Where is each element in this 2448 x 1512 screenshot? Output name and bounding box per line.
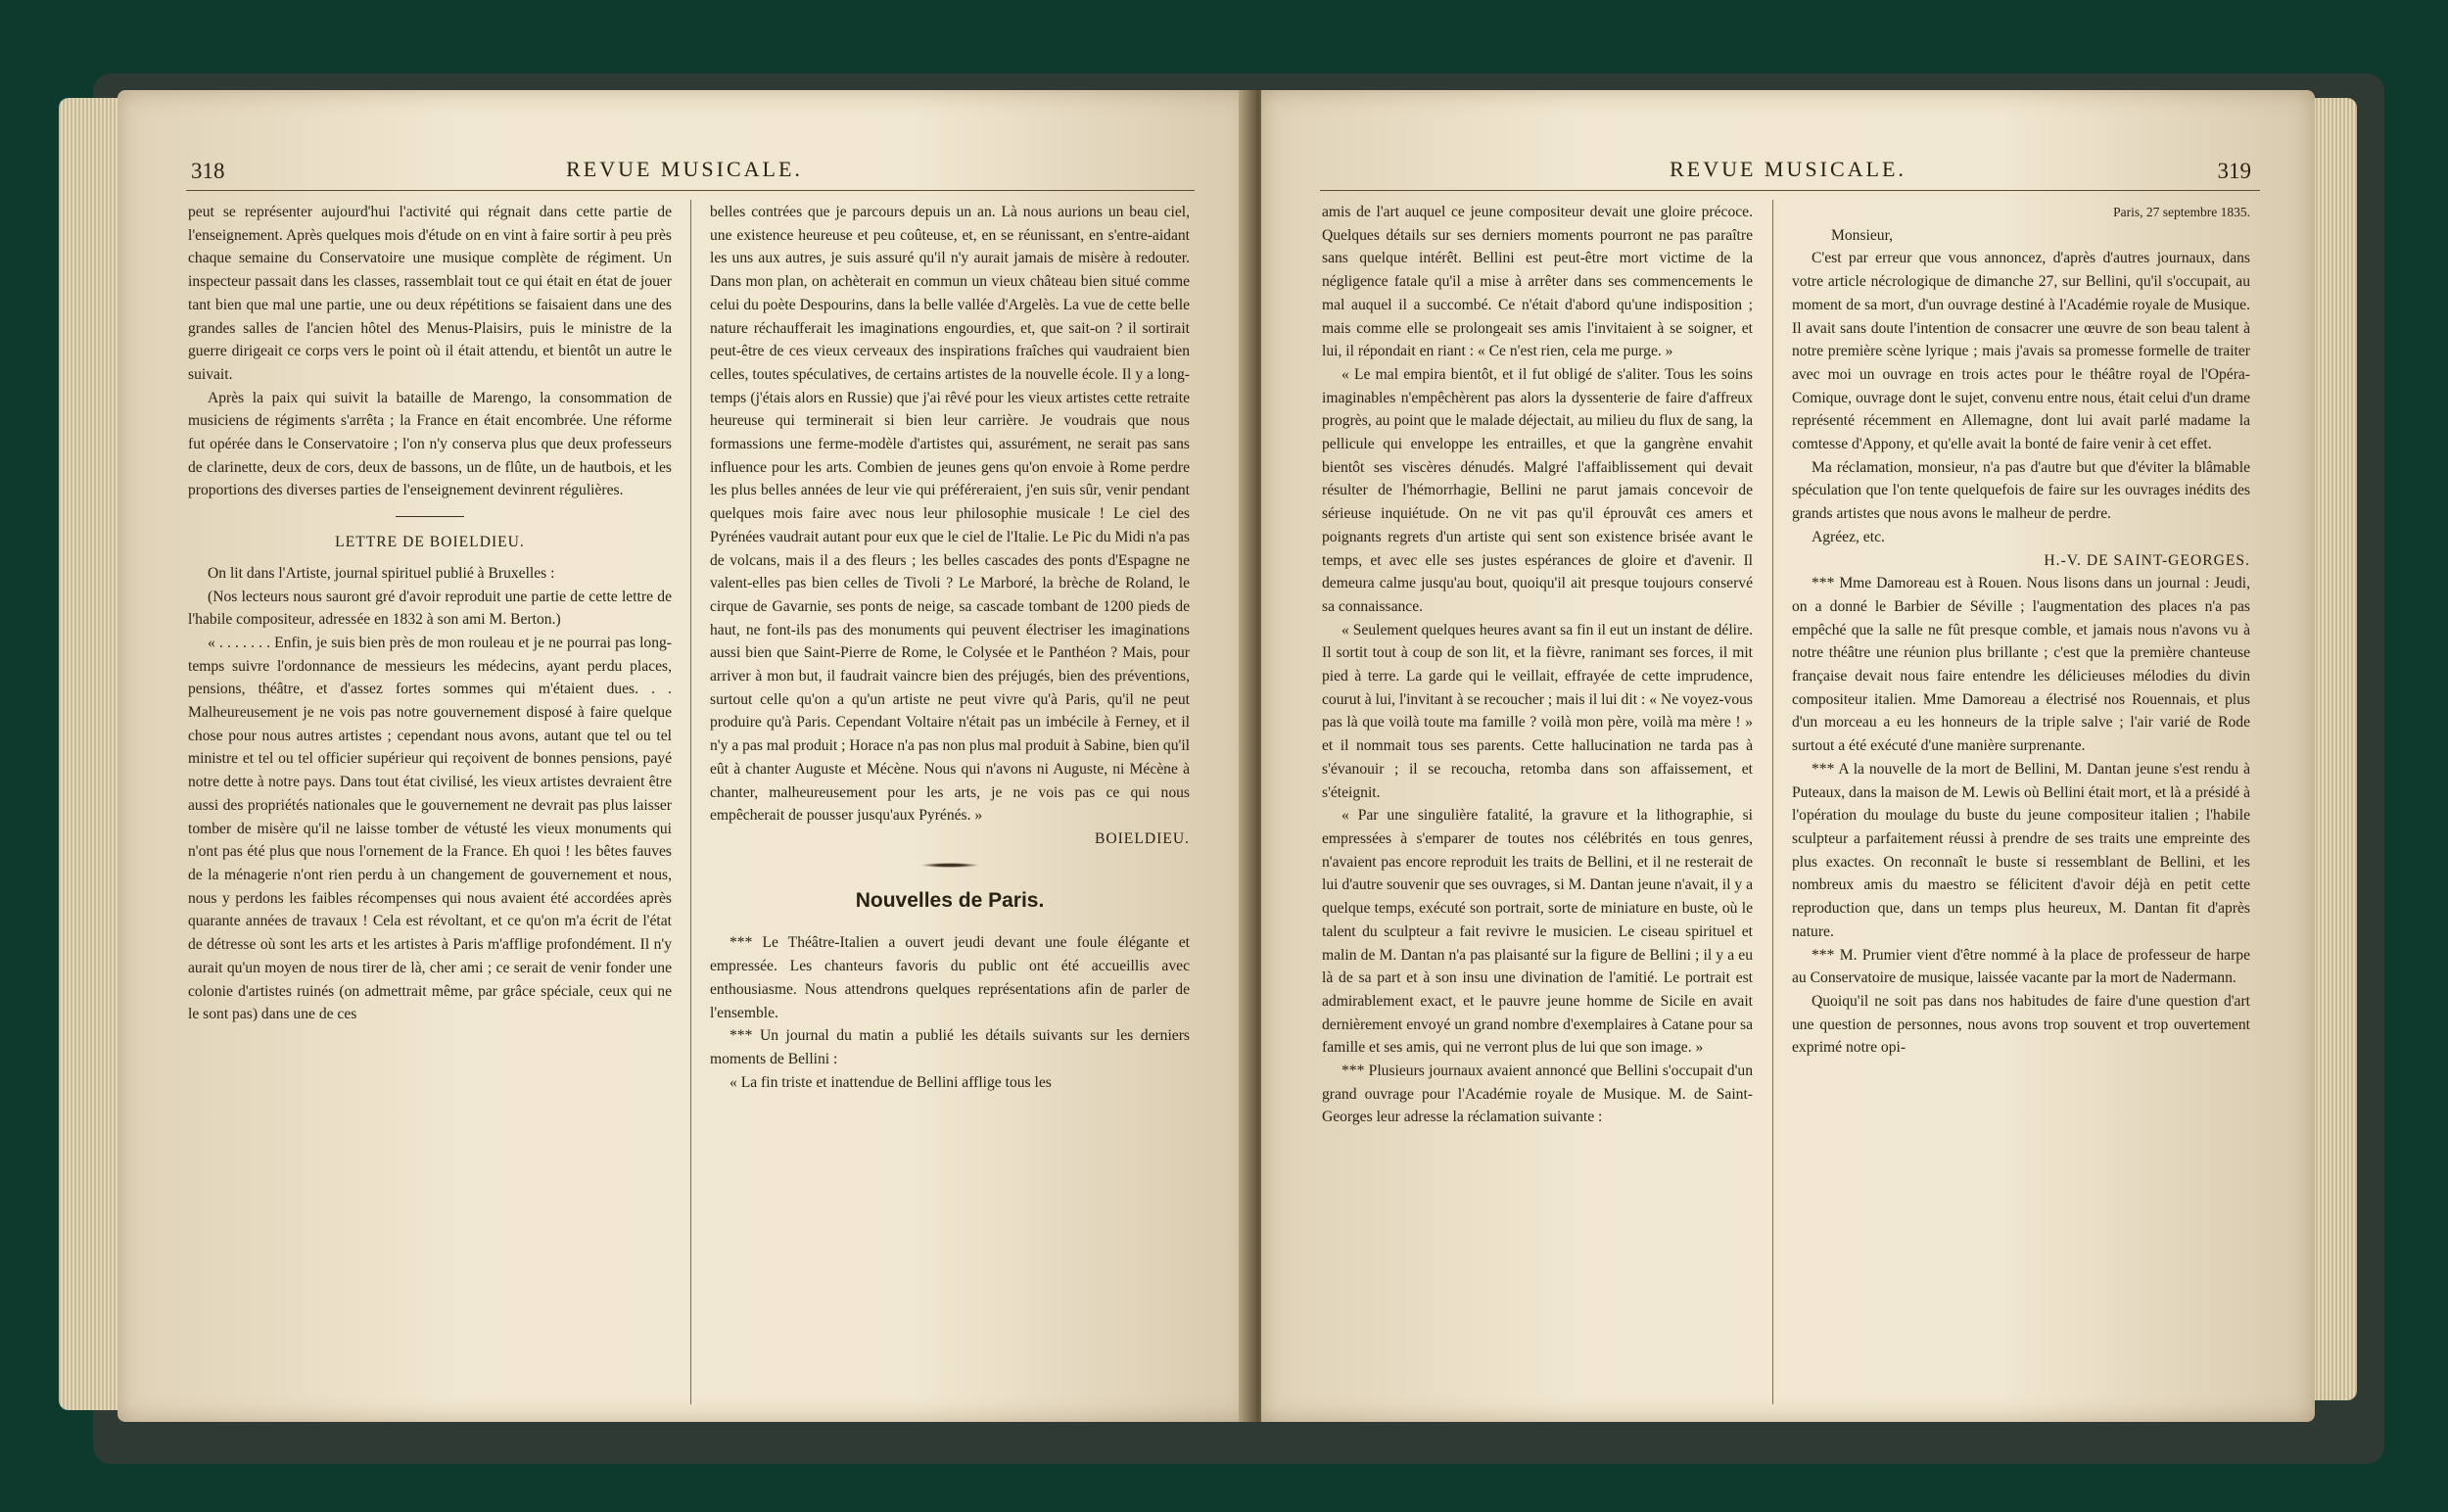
separator-rule	[396, 516, 464, 517]
paragraph: *** Plusieurs journaux avaient annoncé que Bellini s'occupait d'un grand ouvrage pour l'Académie royale de Musique. M. de Saint-Georges leur adresse la réclamation suivante :	[1322, 1063, 1753, 1126]
letter-title: LETTRE DE BOIELDIEU.	[335, 534, 525, 551]
paragraph: belles contrées que je parcours depuis un an. Là nous aurions un beau ciel, une existence heureuse et peu coûteuse, et, en se réunissant, en s'entre-aidant les uns aux autres, je suis assuré qu'il n'y aurait jamais de misère à redouter. Dans mon plan, on achèterait en commun un vieux château bien situé comme celui du poète Despourins, dans la belle vallée d'Argelès. La vue de cette belle nature réchaufferait les imaginations engourdies, et, que sait-on ? il sortirait peut-être de ces vieux cerveaux des inspirations fraîches qui vaudraient bien celles, toutes spéculatives, de certains artistes de la nouvelle école. Il y a long-temps (j'étais alors en Russie) que j'ai rêvé pour les vieux artistes cette retraite heureuse qui terminerait si bien leur carrière. Je voudrais que nous formassions une ferme-modèle d'artistes qui, assurément, ne serait pas sans influence pour les arts. Combien de jeunes gens qu'on envoie à Rome perdre les plus belles années de leur vie qui préféreraient, j'en suis sûr, venir pendant quelques mois faire avec nous leur philosophie musicale ! Le ciel des Pyrénées vaudrait autant pour eux que le ciel de l'Italie. Le Pic du Midi n'a pas de volcans, mais il a des fleurs ; les belles cascades des ponts d'Espagne ne valent-elles pas bien celles de Tivoli ? Le Marboré, la brèche de Roland, le cirque de Gavarnie, ses ponts de neige, sa cascade tombant de 1200 pieds de haut, ne font-ils pas des monuments qui peuvent électriser les imaginations aussi bien que Saint-Pierre de Rome, le Colysée et le Panthéon ? Mais, pour arriver à mon but, il faudrait vaincre bien des préjugés, bien des préventions, surtout celle qu'on a qu'un artiste ne peut vivre qu'à Paris, qu'il ne peut produire qu'à Paris. Cependant Voltaire n'était pas un imbécile à Ferney, et il n'y a pas mal produit ; Horace n'a pas non plus mal produit à Sabine, bien qu'il eût à chanter Auguste et Mécène. Nous qui n'avons ni Auguste, ni Mécène à chanter, malheureusement pour les arts, je ne vois pas ce qui nous empêcherait de pousser jusqu'aux Pyrénés. »	[710, 204, 1190, 825]
paragraph: peut se représenter aujourd'hui l'activité qui régnait dans cette partie de l'enseignement. Après quelques mois d'étude on en vint à faire sortir à peu près chaque semaine du Conservatoire une musique complète de régiment. Un inspecteur passait dans les classes, rassemblait tout ce qui était en état de jouer tant bien que mal une partie, une ou deux répétitions se faisaient dans une des grandes salles de l'ancien hôtel des Menus-Plaisirs, puis le ministre de la guerre dirigeait ce corps vers le point où il était attendu, et bientôt un autre le suivait.	[188, 204, 672, 383]
paragraph: C'est par erreur que vous annoncez, d'après d'autres journaux, dans votre article nécrologique de dimanche 27, sur Bellini, qu'il s'occupait, au moment de sa mort, d'un ouvrage destiné à l'Académie royale de Musique. Il avait sans doute l'intention de consacrer une œuvre de son beau talent à notre première scène lyrique ; mais j'avais sa promesse formelle de traiter avec moi un ouvrage en trois actes pour le théâtre royal de l'Opéra-Comique, ouvrage dont le sujet, convenu entre nous, était celui d'un drame représenté récemment en Allemagne, dont lui avait parlé madame la comtesse d'Appony, et qu'elle avait la bonté de faire venir à cet effet.	[1792, 250, 2250, 453]
right-page	[1261, 90, 2315, 1422]
page-number: 318	[191, 159, 225, 183]
paragraph: *** Le Théâtre-Italien a ouvert jeudi devant une foule élégante et empressée. Les chanteurs favoris du public ont été accueillis avec enthousiasme. Nous attendrons quelques représentations afin de parler de l'ensemble.	[710, 934, 1190, 1021]
paragraph: « . . . . . . . Enfin, je suis bien près de mon rouleau et je ne pourrai pas long-temps suivre l'ordonnance de messieurs les médecins, ayant perdu places, pensions, théâtre, et d'assez fortes sommes qui m'étaient dues. . . Malheureusement je ne vois pas notre gouvernement disposé à faire quelque chose pour nous autres artistes ; cependant nous avons, autant que tel ou tel ministre et tel ou tel officier supérieur qui reçoivent de bonnes pensions, payé notre dette à notre pays. Dans tout état civilisé, les vieux artistes devraient être aussi des propriétés nationales que le gouvernement ne devrait pas plus laisser tomber de misère qu'il ne laisse tomber de vétusté les vieux monuments qui n'ont pas été plus que nous l'ornement de la France. Eh quoi ! les bêtes fauves de la ménagerie n'ont rien perdu à un changement de gouvernement et nous, nous y perdons les faibles récompenses qui nous avaient été accordées après quarante années de travaux ! Cela est révoltant, et ce qu'on m'a écrit de l'état de détresse où sont les arts et les artistes à Paris m'afflige profondément. Il n'y aurait qu'un moyen de nous tirer de là, cher ami ; ce serait de venir fonder une colonie d'artistes ruinés (on admettrait même, par grâce spéciale, ceux qui ne le sont pas) dans une de ces	[188, 634, 672, 1023]
left-column-2	[710, 201, 1190, 1094]
paragraph: On lit dans l'Artiste, journal spirituel publié à Bruxelles :	[208, 564, 555, 582]
paragraph: (Nos lecteurs nous sauront gré d'avoir reproduit une partie de cette lettre de l'habile compositeur, adressée en 1832 à son ami M. Berton.)	[188, 588, 672, 629]
right-column-1	[1322, 201, 1753, 1129]
header-rule	[186, 190, 1195, 191]
paragraph: Ma réclamation, monsieur, n'a pas d'autre but que d'éviter la blâmable spéculation que l'on tente quelquefois de faire sur les ouvrages inédits des grands artistes que nous avons le malheur de perdre.	[1792, 458, 2250, 523]
paragraph: *** M. Prumier vient d'être nommé à la place de professeur de harpe au Conservatoire de musique, laissée vacante par la mort de Nadermann.	[1792, 946, 2250, 987]
paragraph: « Par une singulière fatalité, la gravure et la lithographie, si empressées à s'emparer de toutes nos célébrités en tous genres, n'avaient pas encore reproduit les traits de Bellini, et il ne resterait de lui d'autre souvenir que ses ouvrages, si M. Dantan jeune n'avait, il y a quelque temps, exécuté son portrait, sorte de miniature en buste, où le talent du sculpteur a fait revivre le musicien. Le ciseau spirituel et malin de M. Dantan n'a pas plaisanté sur la figure de Bellini ; il y a eu là de sa part et à son insu une divination de l'amitié. Le portrait est admirablement exact, et le pauvre jeune homme de Sicile en avait dernièrement envoyé un grand nombre d'exemplaires à Catane pour sa famille et ses amis, qui ne verront plus de lui que son image. »	[1322, 807, 1753, 1057]
running-head: REVUE MUSICALE.	[566, 157, 803, 181]
section-title: Nouvelles de Paris.	[855, 888, 1045, 912]
page-edges-left	[59, 98, 125, 1410]
running-head: REVUE MUSICALE.	[1670, 157, 1907, 181]
paragraph: Quoiqu'il ne soit pas dans nos habitudes de faire d'une question d'art une question de personnes, nous avons trop souvent et trop ouvertement exprimé notre opi-	[1792, 992, 2250, 1057]
paragraph: *** Mme Damoreau est à Rouen. Nous lisons dans un journal : Jeudi, on a donné le Barbier de Séville ; l'augmentation des places n'a pas empêché que la salle ne fût presque comble, et jamais nous n'avons vu à notre théâtre une réunion plus brillante ; c'est que la première chanteuse française devait nous faire entendre les délicieuses mélodies du divin compositeur italien. Mme Damoreau a électrisé nos Rouennais, et plus d'un morceau a eu les honneurs de la triple salve ; l'air varié de Rode surtout a été exécuté d'une manière surprenante.	[1792, 575, 2250, 755]
salutation: Monsieur,	[1831, 226, 1894, 244]
paragraph: *** Un journal du matin a publié les détails suivants sur les derniers moments de Bellini :	[710, 1027, 1190, 1067]
paragraph: Agréez, etc.	[1812, 528, 1885, 545]
paragraph: « Le mal empira bientôt, et il fut obligé de s'aliter. Tous les soins imaginables n'empêchèrent pas alors la dyssenterie de faire d'affreux progrès, au point que le malade déjectait, au milieu du flux de sang, la pellicule qui enveloppe les entrailles, et que la gangrène envahit bientôt ses viscères dénudés. Malgré l'affaiblissement qui devait résulter de l'hémorrhagie, Bellini ne parut jamais concevoir de sérieuse inquiétude. On ne vit pas qu'il éprouvât ces amers et poignants regrets d'un artiste qui sent son existence brisée avant le temps, et avec elle ses justes espérances de gloire et d'avenir. Il demeura calme jusqu'au bout, quoiqu'il ait presque toujours conservé sa connaissance.	[1322, 365, 1753, 615]
header-rule	[1320, 190, 2260, 191]
paragraph: amis de l'art auquel ce jeune compositeur devait une gloire précoce. Quelques détails sur ses derniers moments pourront ne pas paraître sans quelque intérêt. Bellini est peut-être mort victime de la négligence fatale qu'il a mise à arrêter dans ses commencements le mal auquel il a succombé. Ce n'était d'abord qu'une indisposition ; mais comme elle se prolongeait ses amis l'invitaient à se soigner, et lui, il répondait en riant : « Ce n'est rien, cela me purge. »	[1322, 204, 1753, 360]
paragraph: « La fin triste et inattendue de Bellini afflige tous les	[730, 1073, 1052, 1091]
paragraph: Après la paix qui suivit la bataille de Marengo, la consommation de musiciens de régiments s'arrêta ; la France en était encombrée. Une réforme fut opérée dans le Conservatoire ; l'on n'y conserva plus que deux professeurs de clarinette, deux de cors, deux de bassons, un de flûte, un de hautbois, et les proportions des diverses parties de l'enseignement devinrent régulières.	[188, 389, 672, 499]
right-column-2	[1792, 201, 2250, 1060]
paragraph: *** A la nouvelle de la mort de Bellini, M. Dantan jeune s'est rendu à Puteaux, dans la maison de M. Lewis où Bellini était mort, et là a présidé à l'opération du moulage du buste du jeune compositeur italien ; l'habile sculpteur a parfaitement réussi à prendre de ses traits une empreinte des plus exactes. On reconnaît le buste si ressemblant de Bellini, et les nombreux amis du maestro se félicitent d'avoir déjà en petit cette reproduction que, dans un temps plus heureux, M. Dantan fit d'après nature.	[1792, 760, 2250, 940]
ornament	[920, 863, 979, 868]
page-number: 319	[2217, 159, 2251, 183]
column-divider	[690, 200, 691, 1404]
signature: H.-V. DE SAINT-GEORGES.	[2044, 551, 2250, 569]
letter-date: Paris, 27 septembre 1835.	[2113, 205, 2250, 219]
left-page	[118, 90, 1251, 1422]
left-column-1	[188, 201, 672, 1026]
column-divider	[1772, 200, 1773, 1404]
signature: BOIELDIEU.	[1094, 829, 1190, 847]
paragraph: « Seulement quelques heures avant sa fin il eut un instant de délire. Il sortit tout à coup de son lit, et la fièvre, ranimant ses forces, il mit pied à terre. La garde qui le veillait, effrayée de cette imprudence, courut à lui, l'invitant à se recoucher ; mais il lui dit : « Ne voyez-vous pas là que voilà toute ma famille ? voilà mon père, voilà ma mère ! » et il nommait tous ses parents. Cette hallucination ne tarda pas à s'évanouir ; il se recoucha, retomba dans son affaissement, et s'éteignit.	[1322, 621, 1753, 801]
